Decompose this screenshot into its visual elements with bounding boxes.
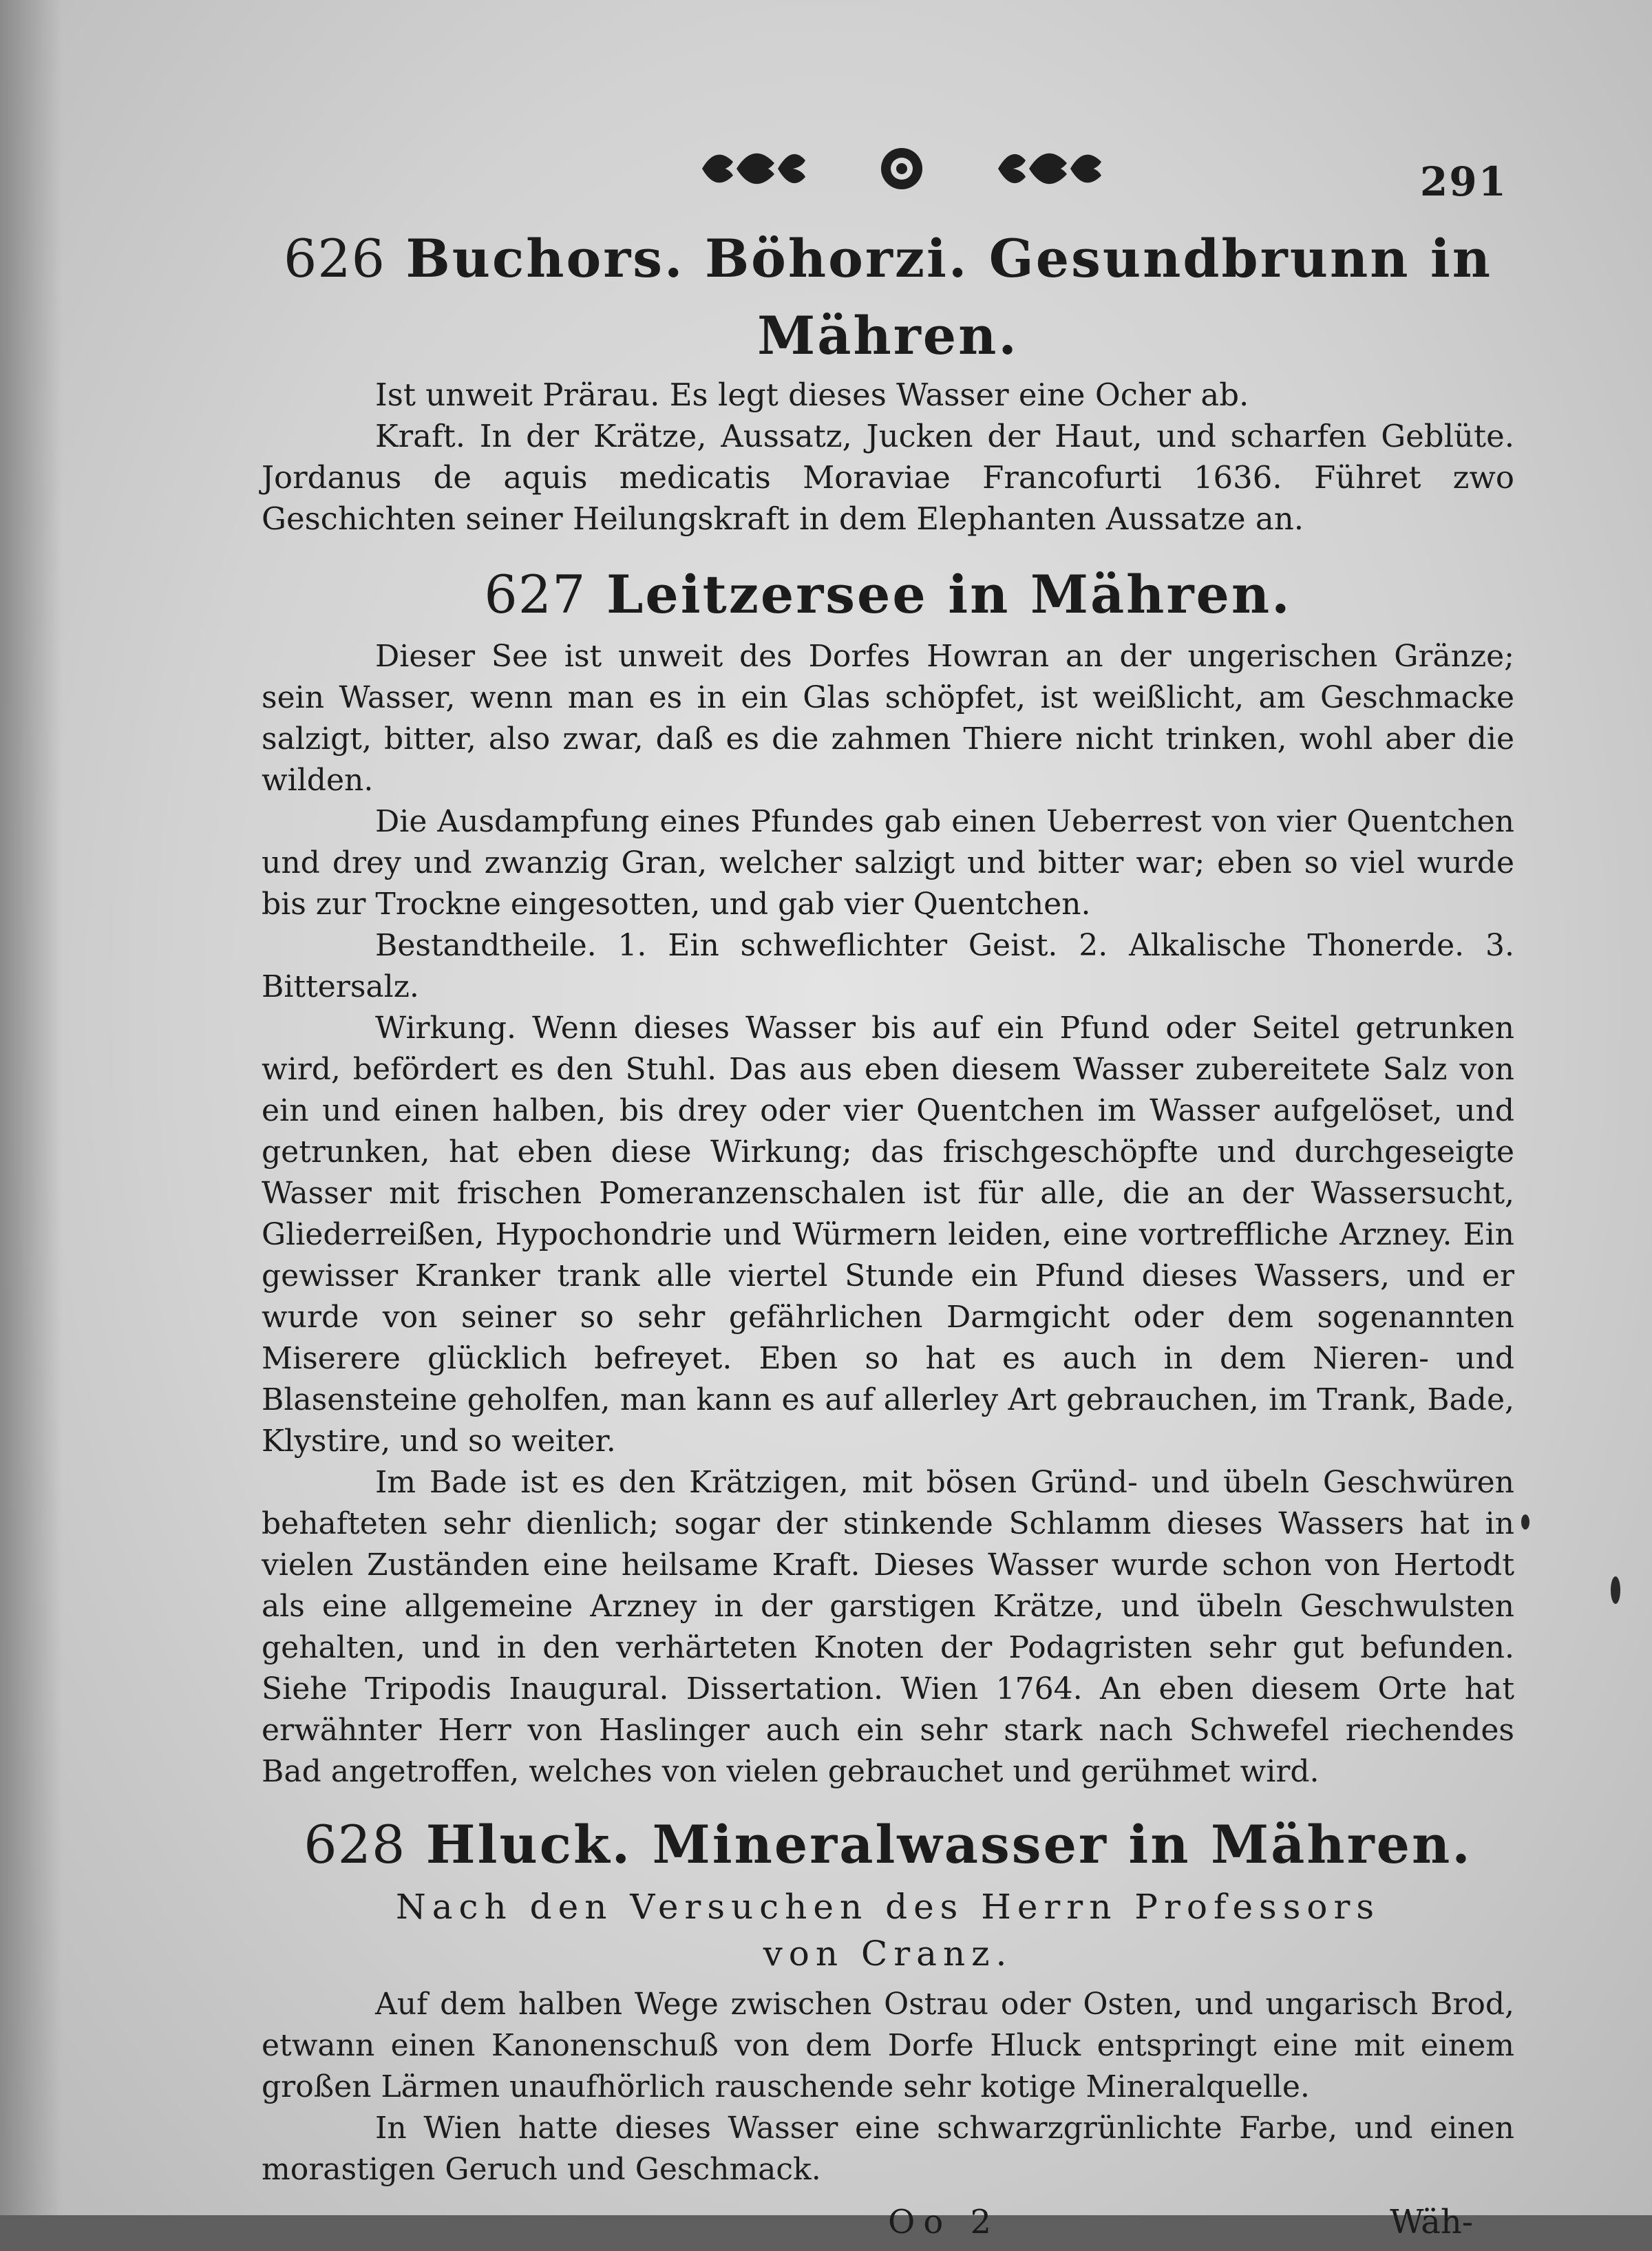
section-title: Leitzersee in Mähren.: [606, 564, 1292, 625]
section-number: 628: [304, 1814, 406, 1875]
ink-spot: [1521, 1514, 1529, 1530]
paragraph: Wirkung. Wenn dieses Wasser bis auf ein Pfund oder Seitel getrunken wird, befördert es den Stuhl. Das aus eben diesem Wasser zubereitete Salz von ein und einen halben, bis drey oder vier Quentchen im Wasser aufgelöset, und getrunken, hat eben diese Wirkung; das frischgeschöpfte und durchgeseigte Wasser mit frischen Pomeranzenschalen ist für alle, die an der Wassersucht, Gliederreißen, Hypochondrie und Würmern leiden, eine vortreffliche Arzney. Ein gewisser Kranker trank alle viertel Stunde ein Pfund dieses Wassers, und er wurde von seiner so sehr gefährlichen Darmgicht oder dem sogenannten Miserere glücklich befreyet. Eben so hat es auch in dem Nieren- und Blasensteine geholfen, man kann es auf allerley Art gebrauchen, im Trank, Bade, Klystire, und so weiter.: [262, 1011, 1514, 1459]
catchword: Wäh-: [1390, 2203, 1473, 2241]
section-heading-628: [262, 1806, 1514, 1883]
signature-mark: Oo 2: [888, 2203, 1000, 2241]
paragraph: Ist unweit Prärau. Es legt dieses Wasser eine Ocher ab.: [375, 377, 1249, 413]
section-number: 627: [484, 564, 586, 625]
floral-ornament-icon: [688, 138, 1115, 200]
page-content: [262, 220, 1514, 2251]
section-title: Hluck. Mineralwasser in Mähren.: [425, 1814, 1472, 1875]
paragraph: Kraft. In der Krätze, Aussatz, Jucken der Haut, und scharfen Geblüte. Jordanus de aquis medicatis Moraviae Francofurti 1636. Führet zwo Geschichten seiner Heilungskraft in dem Elephanten Aussatze an.: [262, 418, 1514, 537]
page-edge-shadow: [0, 0, 62, 2215]
section-body-627: [262, 636, 1514, 1793]
section-heading-626: [262, 220, 1514, 374]
section-body-626: [262, 374, 1514, 540]
paragraph: Dieser See ist unweit des Dorfes Howran an der ungerischen Gränze; sein Wasser, wenn man es in ein Glas schöpfet, ist weißlicht, am Geschmacke salzigt, bitter, also zwar, daß es die zahmen Thiere nicht trinken, wohl aber die wilden.: [262, 639, 1514, 798]
ink-spot: [1611, 1576, 1620, 1604]
section-subtitle-line1: Nach den Versuchen des Herrn Professors: [395, 1887, 1381, 1927]
section-body-628: [262, 1984, 1514, 2190]
paragraph: In Wien hatte dieses Wasser eine schwarzgrünlichte Farbe, und einen morastigen Geruch und Geschmack.: [262, 2111, 1514, 2187]
section-title: Buchors. Böhorzi. Gesundbrunn in Mähren.: [405, 228, 1493, 366]
section-heading-627: [262, 556, 1514, 633]
paragraph: Auf dem halben Wege zwischen Ostrau oder Osten, und ungarisch Brod, etwann einen Kanonenschuß von dem Dorfe Hluck entspringt eine mit einem großen Lärmen unaufhörlich rauschende sehr kotige Mineralquelle.: [262, 1987, 1514, 2104]
paragraph: Im Bade ist es den Krätzigen, mit bösen Gründ- und übeln Geschwüren behafteten sehr dienlich; sogar der stinkende Schlamm dieses Wassers hat in vielen Zuständen eine heilsame Kraft. Dieses Wasser wurde schon von Hertodt als eine allgemeine Arzney in der garstigen Krätze, und übeln Geschwulsten gehalten, und in den verhärteten Knoten der Podagristen sehr gut befunden. Siehe Tripodis Inaugural. Dissertation. Wien 1764. An eben diesem Orte hat erwähnter Herr von Haslinger auch ein sehr stark nach Schwefel riechendes Bad angetroffen, welches von vielen gebrauchet und gerühmet wird.: [262, 1465, 1514, 1789]
paragraph: Bestandtheile. 1. Ein schweflichter Geist. 2. Alkalische Thonerde. 3. Bittersalz.: [262, 928, 1514, 1004]
section-subtitle-line2: von Cranz.: [763, 1934, 1013, 1974]
page-header: [262, 131, 1514, 207]
page-number: 291: [1419, 158, 1507, 205]
page-footer: [262, 2196, 1514, 2251]
paragraph: Die Ausdampfung eines Pfundes gab einen Ueberrest von vier Quentchen und drey und zwanzig Gran, welcher salzigt und bitter war; eben so viel wurde bis zur Trockne eingesotten, und gab vier Quentchen.: [262, 804, 1514, 922]
section-number: 626: [283, 228, 386, 289]
